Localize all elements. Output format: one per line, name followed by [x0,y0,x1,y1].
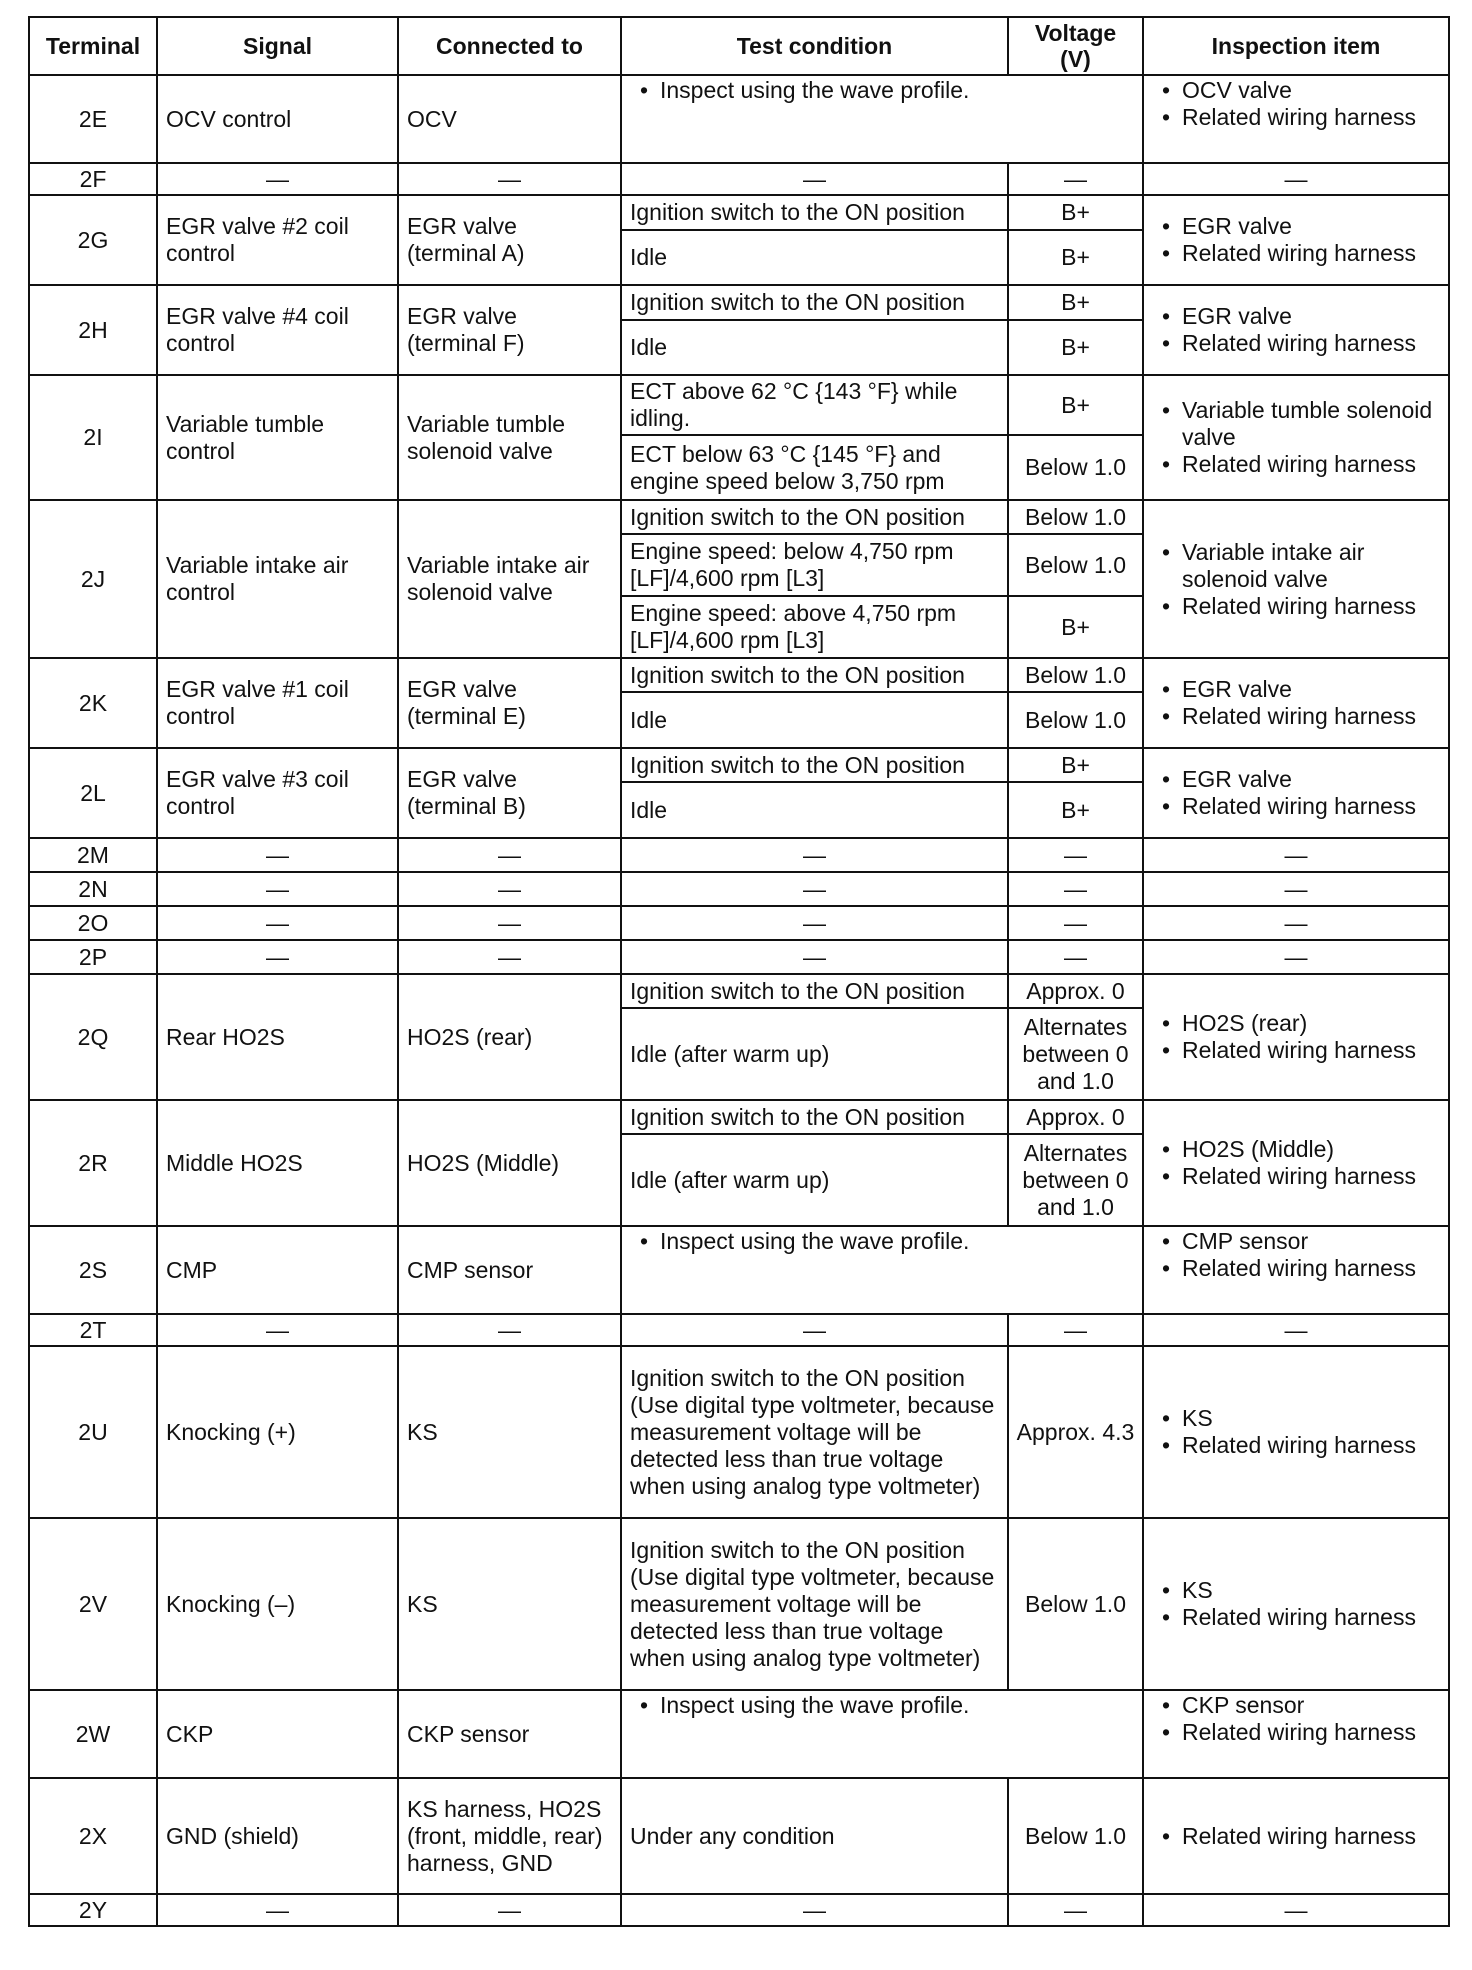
connected-to-cell: — [398,838,621,872]
signal-cell: — [157,838,398,872]
inspection-item-bullet: • HO2S (Middle) [1152,1136,1440,1163]
inspection-item-bullet: • Variable intake air solenoid valve [1152,539,1440,593]
test-condition-cell: ECT below 63 °C {145 °F} and engine speed below 3,750 rpm [621,435,1008,500]
test-condition-cell: — [621,163,1008,195]
inspection-item-bullet: • KS [1152,1405,1440,1432]
test-condition-cell: Ignition switch to the ON position [621,195,1008,230]
connected-to-cell: EGR valve (terminal B) [398,748,621,838]
inspection-item-cell [1143,1346,1449,1518]
test-condition-cell: — [621,940,1008,974]
terminal-cell: 2T [29,1314,157,1346]
inspection-item-bullet: • Related wiring harness [1152,330,1440,357]
table-row [29,1690,1449,1778]
voltage-cell: — [1008,940,1143,974]
signal-cell: — [157,872,398,906]
test-condition-cell: Idle (after warm up) [621,1134,1008,1226]
terminal-cell: 2R [29,1100,157,1226]
connected-to-cell: HO2S (rear) [398,974,621,1100]
inspection-item-bullet: • Related wiring harness [1152,451,1440,478]
inspection-item-bullet: • Variable tumble solenoid valve [1152,397,1440,451]
terminal-cell: 2Y [29,1894,157,1926]
inspection-item-bullet: • Related wiring harness [1152,1037,1440,1064]
inspection-item-bullet: • CKP sensor [1152,1692,1440,1719]
signal-cell: EGR valve #1 coil control [157,658,398,748]
terminal-cell: 2P [29,940,157,974]
terminal-cell: 2J [29,500,157,658]
voltage-cell: Below 1.0 [1008,692,1143,748]
voltage-cell: B+ [1008,230,1143,285]
inspection-item-cell [1143,1690,1449,1778]
connected-to-cell: Variable tumble solenoid valve [398,375,621,500]
voltage-cell: — [1008,906,1143,940]
inspection-item-bullet: • Related wiring harness [1152,104,1440,131]
test-condition-cell: Idle (after warm up) [621,1008,1008,1100]
inspection-item-cell: — [1143,838,1449,872]
inspection-item-cell [1143,658,1449,748]
header-signal: Signal [157,17,398,75]
inspection-item-bullet: • EGR valve [1152,766,1440,793]
table-row [29,163,1449,195]
inspection-item-cell [1143,285,1449,375]
voltage-cell: B+ [1008,285,1143,320]
voltage-cell: Approx. 0 [1008,1100,1143,1134]
inspection-item-cell: — [1143,1894,1449,1926]
signal-cell: — [157,1314,398,1346]
inspection-item-bullet: • Related wiring harness [1152,240,1440,267]
signal-cell: — [157,906,398,940]
test-condition-cell: Ignition switch to the ON position [621,658,1008,692]
inspection-item-bullet: • HO2S (rear) [1152,1010,1440,1037]
signal-cell: CKP [157,1690,398,1778]
terminal-cell: 2X [29,1778,157,1894]
voltage-cell: B+ [1008,782,1143,838]
inspection-item-cell [1143,1518,1449,1690]
terminal-cell: 2K [29,658,157,748]
test-condition-cell: — [621,838,1008,872]
test-condition-cell: Ignition switch to the ON position [621,1100,1008,1134]
voltage-cell: Alternates between 0 and 1.0 [1008,1008,1143,1100]
table-row [29,748,1449,782]
voltage-cell: B+ [1008,596,1143,658]
voltage-cell: Below 1.0 [1008,1778,1143,1894]
inspection-item-cell: — [1143,1314,1449,1346]
voltage-cell: — [1008,1894,1143,1926]
inspection-item-cell [1143,974,1449,1100]
test-condition-bullet: • Inspect using the wave profile. [630,77,1134,104]
terminal-cell: 2L [29,748,157,838]
connected-to-cell: KS harness, HO2S (front, middle, rear) harness, GND [398,1778,621,1894]
table-row [29,1894,1449,1926]
table-row [29,1518,1449,1690]
inspection-item-bullet: • Related wiring harness [1152,1719,1440,1746]
test-condition-bullet: • Inspect using the wave profile. [630,1228,1134,1255]
terminal-cell: 2Q [29,974,157,1100]
connected-to-cell: KS [398,1346,621,1518]
inspection-item-cell: — [1143,906,1449,940]
inspection-item-bullet: • Related wiring harness [1152,793,1440,820]
table-row [29,1346,1449,1518]
inspection-item-bullet: • EGR valve [1152,676,1440,703]
inspection-item-cell: — [1143,872,1449,906]
inspection-item-bullet: • EGR valve [1152,303,1440,330]
table-row [29,974,1449,1008]
table-row [29,906,1449,940]
voltage-cell: — [1008,838,1143,872]
table-row [29,285,1449,320]
terminal-cell: 2H [29,285,157,375]
inspection-item-bullet: • EGR valve [1152,213,1440,240]
signal-cell: — [157,940,398,974]
voltage-cell: B+ [1008,320,1143,375]
inspection-item-bullet: • Related wiring harness [1152,1604,1440,1631]
voltage-cell: Below 1.0 [1008,1518,1143,1690]
test-condition-cell: — [621,872,1008,906]
inspection-item-cell [1143,75,1449,163]
connected-to-cell: — [398,1894,621,1926]
test-condition-bullet: • Inspect using the wave profile. [630,1692,1134,1719]
connected-to-cell: — [398,1314,621,1346]
voltage-cell: Below 1.0 [1008,500,1143,534]
header-test-condition: Test condition [621,17,1008,75]
test-condition-cell [621,1690,1143,1778]
table-row [29,1314,1449,1346]
voltage-cell: Approx. 4.3 [1008,1346,1143,1518]
inspection-item-cell: — [1143,163,1449,195]
signal-cell: Knocking (–) [157,1518,398,1690]
connected-to-cell: HO2S (Middle) [398,1100,621,1226]
terminal-cell: 2U [29,1346,157,1518]
table-row [29,940,1449,974]
inspection-item-cell: — [1143,940,1449,974]
signal-cell: OCV control [157,75,398,163]
inspection-item-bullet: • KS [1152,1577,1440,1604]
test-condition-cell: ECT above 62 °C {143 °F} while idling. [621,375,1008,435]
connected-to-cell: — [398,940,621,974]
voltage-cell: Alternates between 0 and 1.0 [1008,1134,1143,1226]
voltage-cell: Below 1.0 [1008,534,1143,596]
signal-cell: CMP [157,1226,398,1314]
terminal-cell: 2M [29,838,157,872]
inspection-item-cell [1143,375,1449,500]
terminal-cell: 2G [29,195,157,285]
header-row [29,17,1449,75]
table-row [29,1100,1449,1134]
header-voltage: Voltage (V) [1008,17,1143,75]
terminal-table [28,16,1450,1927]
terminal-cell: 2V [29,1518,157,1690]
terminal-cell: 2S [29,1226,157,1314]
voltage-cell: B+ [1008,748,1143,782]
connected-to-cell: — [398,872,621,906]
connected-to-cell: Variable intake air solenoid valve [398,500,621,658]
inspection-item-bullet: • Related wiring harness [1152,1823,1440,1850]
signal-cell: Variable intake air control [157,500,398,658]
table-row [29,375,1449,435]
signal-cell: GND (shield) [157,1778,398,1894]
signal-cell: EGR valve #2 coil control [157,195,398,285]
test-condition-cell: Ignition switch to the ON position [621,974,1008,1008]
inspection-item-cell [1143,1226,1449,1314]
test-condition-cell: Ignition switch to the ON position [621,748,1008,782]
signal-cell: Knocking (+) [157,1346,398,1518]
inspection-item-bullet: • Related wiring harness [1152,1255,1440,1282]
inspection-item-bullet: • Related wiring harness [1152,1163,1440,1190]
signal-cell: Variable tumble control [157,375,398,500]
connected-to-cell: — [398,906,621,940]
table-row [29,872,1449,906]
test-condition-cell [621,75,1143,163]
inspection-item-cell [1143,195,1449,285]
inspection-item-bullet: • CMP sensor [1152,1228,1440,1255]
test-condition-cell: Ignition switch to the ON position (Use digital type voltmeter, because measurement voltage will be detected less than true voltage when using analog type voltmeter) [621,1346,1008,1518]
test-condition-cell: — [621,906,1008,940]
table-row [29,658,1449,692]
connected-to-cell: CMP sensor [398,1226,621,1314]
connected-to-cell: — [398,163,621,195]
connected-to-cell: OCV [398,75,621,163]
table-row [29,75,1449,163]
test-condition-cell: Ignition switch to the ON position (Use digital type voltmeter, because measurement voltage will be detected less than true voltage when using analog type voltmeter) [621,1518,1008,1690]
connected-to-cell: CKP sensor [398,1690,621,1778]
test-condition-cell: — [621,1894,1008,1926]
connected-to-cell: EGR valve (terminal E) [398,658,621,748]
terminal-cell: 2W [29,1690,157,1778]
voltage-cell: Below 1.0 [1008,658,1143,692]
terminal-cell: 2E [29,75,157,163]
header-terminal: Terminal [29,17,157,75]
table-row [29,1226,1449,1314]
signal-cell: Middle HO2S [157,1100,398,1226]
test-condition-cell: Under any condition [621,1778,1008,1894]
signal-cell: Rear HO2S [157,974,398,1100]
voltage-cell: — [1008,872,1143,906]
test-condition-cell: — [621,1314,1008,1346]
terminal-cell: 2F [29,163,157,195]
inspection-item-cell [1143,1778,1449,1894]
test-condition-cell: Engine speed: above 4,750 rpm [LF]/4,600 rpm [L3] [621,596,1008,658]
test-condition-cell: Idle [621,230,1008,285]
signal-cell: — [157,1894,398,1926]
terminal-cell: 2N [29,872,157,906]
signal-cell: — [157,163,398,195]
connected-to-cell: EGR valve (terminal F) [398,285,621,375]
inspection-item-cell [1143,1100,1449,1226]
inspection-item-cell [1143,500,1449,658]
voltage-cell: — [1008,163,1143,195]
voltage-cell: — [1008,1314,1143,1346]
inspection-item-cell [1143,748,1449,838]
test-condition-cell [621,1226,1143,1314]
voltage-cell: Below 1.0 [1008,435,1143,500]
test-condition-cell: Idle [621,782,1008,838]
test-condition-cell: Ignition switch to the ON position [621,500,1008,534]
inspection-item-bullet: • OCV valve [1152,77,1440,104]
signal-cell: EGR valve #3 coil control [157,748,398,838]
signal-cell: EGR valve #4 coil control [157,285,398,375]
inspection-item-bullet: • Related wiring harness [1152,703,1440,730]
table-row [29,1778,1449,1894]
connected-to-cell: KS [398,1518,621,1690]
test-condition-cell: Idle [621,692,1008,748]
test-condition-cell: Ignition switch to the ON position [621,285,1008,320]
voltage-cell: Approx. 0 [1008,974,1143,1008]
connected-to-cell: EGR valve (terminal A) [398,195,621,285]
table-row [29,838,1449,872]
terminal-cell: 2I [29,375,157,500]
table-row [29,195,1449,230]
header-connected-to: Connected to [398,17,621,75]
terminal-cell: 2O [29,906,157,940]
table-row [29,500,1449,534]
voltage-cell: B+ [1008,375,1143,435]
inspection-item-bullet: • Related wiring harness [1152,1432,1440,1459]
test-condition-cell: Idle [621,320,1008,375]
voltage-cell: B+ [1008,195,1143,230]
inspection-item-bullet: • Related wiring harness [1152,593,1440,620]
header-inspection-item: Inspection item [1143,17,1449,75]
test-condition-cell: Engine speed: below 4,750 rpm [LF]/4,600 rpm [L3] [621,534,1008,596]
